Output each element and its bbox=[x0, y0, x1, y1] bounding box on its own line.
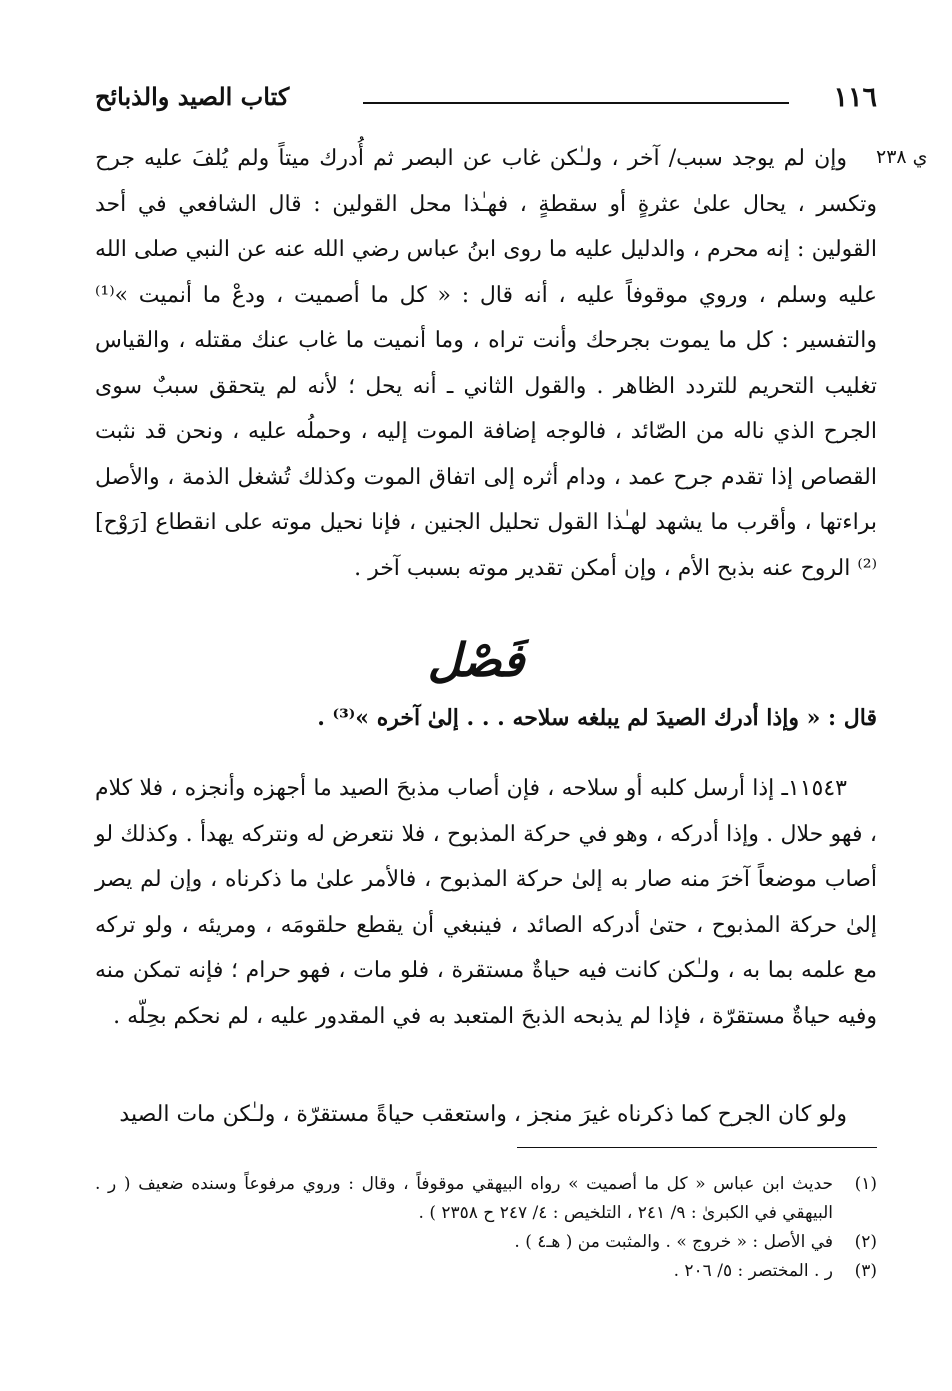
issue-paragraph-text: ١١٥٤٣ـ إذا أرسل كلبه أو سلاحه ، فإن أصاب مذبحَ الصيد ما أجهزه وأنجزه ، فلا كلام ، فهو حلال . وإذا أدركه ، وهو في حركة المذبوح ، فلا نتعرض له ونتركه يهدأ . وكذلك لو أصاب موضعاً آخرَ منه صار به إلىٰ حركة المذبوح ، فالأمر علىٰ ما ذكرناه ، وإن لم يصر إلىٰ حركة المذبوح ، حتىٰ أدركه الصائد ، فينبغي أن يقطع حلقومَه ، ومريئه ، ولو تركه مع علمه بما به ، ولـٰكن كانت فيه حياةٌ مستقرة ، فلو مات ، فهو حرام ؛ فإنه تمكن منه وفيه حياةٌ مستقرّة ، فإذا لم يذبحه الذبحَ المتعبد به في المقدور عليه ، لم نحكم بحِلّه . bbox=[95, 776, 877, 1029]
paragraph-1 bbox=[95, 136, 877, 591]
paragraph-3 bbox=[95, 1092, 877, 1138]
fasl-heading-ornament: فَصْل bbox=[427, 633, 525, 687]
footnote-2 bbox=[95, 1228, 877, 1257]
footnote-number: (٣) bbox=[854, 1261, 877, 1281]
margin-reference: ي ٢٣٨ bbox=[876, 146, 928, 168]
footnote-separator bbox=[517, 1147, 877, 1148]
header-rule bbox=[363, 102, 789, 104]
footnote-1 bbox=[95, 1170, 877, 1228]
paragraph-text: وإن لم يوجد سبب/ آخر ، ولـٰكن غاب عن البصر ثم أُدرك ميتاً ولم يُلفَ عليه جرح وتكسر ، يحال علىٰ عثرةٍ أو سقطةٍ ، فهـٰذا محل القولين : قال الشافعي في أحد القولين : إنه محرم ، والدليل عليه ما روى ابنُ عباس رضي الله عنه عن النبي صلى الله عليه وسلم ، وروي موقوفاً عليه ، أنه قال : « كل ما أصميت ، ودعْ ما أنميت »⁽¹⁾ والتفسير : كل ما يموت بجرحك وأنت تراه ، وما أنميت ما غاب عنك مقتله ، والقياس تغليب التحريم للتردد الظاهر . والقول الثاني ـ أنه يحل ؛ لأنه لم يتحقق سببٌ سوى الجرح الذي ناله من الصّائد ، فالوجه إضافة الموت إليه ، وحملُه عليه ، ونحن قد نثبت القصاص إذا تقدم جرح عمد ، ودام أثره إلى اتفاق الموت وكذلك تُشغل الذمة ، والأصل براءتها ، وأقرب ما يشهد لهـٰذا القول تحليل الجنين ، فإنا نحيل موته على انقطاع [رَوْح]⁽²⁾ الروح عنه بذبح الأم ، وإن أمكن تقدير موته بسبب آخر . bbox=[95, 146, 878, 581]
footnotes bbox=[95, 1170, 877, 1286]
paragraph-text: ولو كان الجرح كما ذكرناه غيرَ منجز ، واستعقب حياةً مستقرّة ، ولـٰكن مات الصيد bbox=[119, 1102, 847, 1127]
footnote-text: حديث ابن عباس « كل ما أصميت » رواه البيهقي موقوفاً ، وقال : وروي مرفوعاً وسنده ضعيف ( ر . البيهقي في الكبرىٰ : ٩/ ٢٤١ ، التلخيص : ٤/ ٢٤٧ ح ٢٣٥٨ ) . bbox=[95, 1174, 833, 1223]
page-number: ١١٦ bbox=[833, 82, 877, 113]
footnote-3 bbox=[95, 1257, 877, 1286]
book-title: كتاب الصيد والذبائح bbox=[95, 82, 290, 111]
page-header bbox=[95, 78, 877, 122]
footnote-number: (٢) bbox=[854, 1232, 877, 1252]
section-rule-heading: قال : « وإذا أدرك الصيدَ لم يبلغه سلاحه . . . إلىٰ آخره »⁽³⁾ . bbox=[317, 705, 877, 731]
paragraph-2 bbox=[95, 766, 877, 1039]
footnote-number: (١) bbox=[854, 1174, 877, 1194]
footnote-text: ر . المختصر : ٥/ ٢٠٦ . bbox=[673, 1261, 833, 1281]
footnote-text: في الأصل : « خروج » . والمثبت من ( هـ٤ ) . bbox=[514, 1232, 833, 1252]
